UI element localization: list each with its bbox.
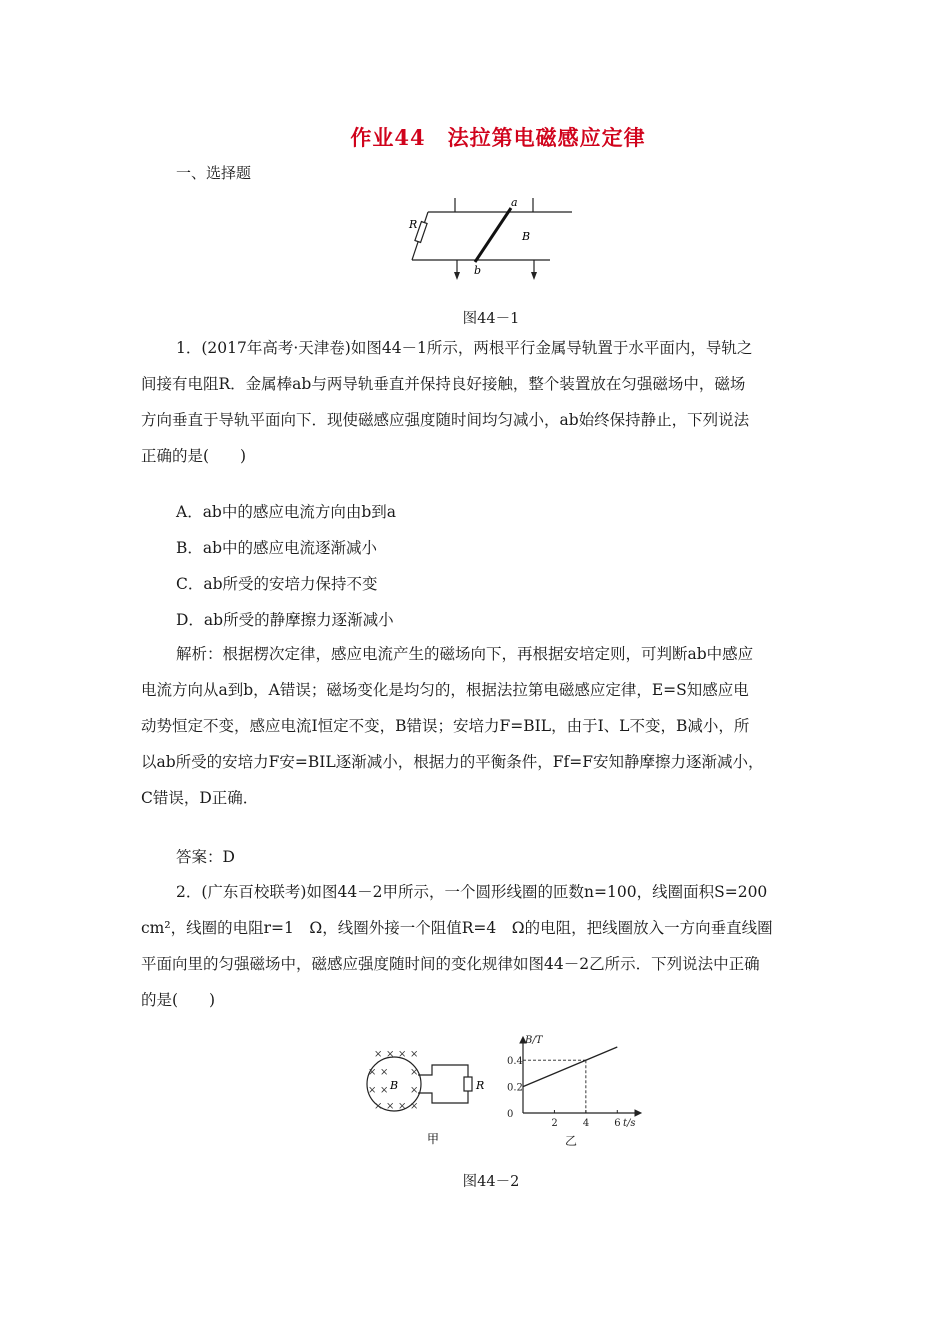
field-cross: × [398, 1049, 407, 1060]
question-line: 的是( ) [141, 991, 216, 1009]
answer: 答案：D [176, 848, 235, 866]
analysis-line: C错误，D正确． [141, 789, 259, 807]
b-field-arrow [454, 272, 460, 280]
option-c: C．ab所受的安培力保持不变 [176, 575, 378, 593]
field-cross: × [410, 1049, 419, 1060]
question-line: cm²，线圈的电阻r=1 Ω，线圈外接一个阻值R=4 Ω的电阻，把线圈放入一方向垂直线圈 [141, 919, 773, 937]
label-r: R [476, 1079, 485, 1092]
label-b-field: B [390, 1079, 399, 1092]
analysis-line: 以ab所受的安培力F安=BIL逐渐减小，根据力的平衡条件，Ff=F安知静摩擦力逐渐减小， [141, 753, 764, 771]
resistor-r [464, 1077, 472, 1091]
field-cross: × [374, 1049, 383, 1060]
section-heading: 一、选择题 [176, 164, 252, 182]
figure-44-1 [400, 190, 580, 280]
field-cross: × [368, 1067, 377, 1078]
question-line: 正确的是( ) [141, 447, 247, 465]
label-b-field: B [522, 230, 531, 243]
x-axis-arrow [635, 1110, 641, 1116]
option-b: B．ab中的感应电流逐渐减小 [176, 539, 378, 557]
label-jia: 甲 [427, 1132, 440, 1145]
label-r: R [409, 218, 418, 231]
analysis [141, 636, 821, 826]
label-a: a [511, 196, 518, 209]
option-d: D．ab所受的静摩擦力逐渐减小 [176, 611, 394, 629]
analysis-line: 动势恒定不变，感应电流I恒定不变，B错误；安培力F=BIL，由于I、L不变，B减小，所 [141, 717, 750, 735]
rod-ab [475, 208, 511, 262]
x-tick-label: 2 [551, 1118, 558, 1129]
question-line: 间接有电阻R．金属棒ab与两导轨垂直并保持良好接触，整个装置放在匀强磁场中，磁场 [141, 375, 746, 393]
series-line [523, 1047, 617, 1087]
field-cross: × [368, 1085, 377, 1096]
figure-44-2-chart [505, 1035, 650, 1150]
y-tick-label: 0 [507, 1109, 514, 1120]
question-line: 1．(2017年高考·天津卷)如图44－1所示，两根平行金属导轨置于水平面内，导轨之 [176, 339, 753, 357]
x-axis-label: t/s [623, 1118, 636, 1129]
b-field-arrow [531, 272, 537, 280]
page-title: 作业44 法拉第电磁感应定律 [350, 125, 646, 150]
field-cross: × [380, 1067, 389, 1078]
analysis-line: 电流方向从a到b，A错误；磁场变化是均匀的，根据法拉第电磁感应定律，E=S知感应电 [141, 681, 749, 699]
field-cross: × [410, 1067, 419, 1078]
field-cross: × [410, 1085, 419, 1096]
question-line: 平面向里的匀强磁场中，磁感应强度随时间的变化规律如图44－2乙所示．下列说法中正确 [141, 955, 760, 973]
y-tick-label: 0.2 [507, 1082, 523, 1094]
field-cross: × [374, 1101, 383, 1112]
field-cross: × [410, 1101, 419, 1112]
figure-caption: 图44－2 [462, 1174, 520, 1190]
field-cross: × [380, 1085, 389, 1096]
label-yi: 乙 [565, 1134, 578, 1148]
x-tick-label: 4 [582, 1118, 590, 1129]
field-cross: × [386, 1049, 395, 1060]
analysis-line: 解析：根据楞次定律，感应电流产生的磁场向下，再根据安培定则，可判断ab中感应 [176, 645, 754, 663]
y-tick-label: 0.4 [507, 1056, 523, 1068]
field-cross: × [398, 1101, 407, 1112]
figure-44-2-circuit [360, 1045, 500, 1145]
x-tick-label: 6 [614, 1118, 621, 1129]
question-2 [141, 874, 821, 1024]
question-1 [141, 330, 821, 480]
figure-caption: 图44－1 [462, 311, 520, 327]
label-b: b [474, 264, 482, 277]
field-cross: × [386, 1101, 395, 1112]
question-line: 2．(广东百校联考)如图44－2甲所示，一个圆形线圈的匝数n=100，线圈面积S=200 [176, 883, 768, 901]
question-line: 方向垂直于导轨平面向下．现使磁感应强度随时间均匀减小，ab始终保持静止，下列说法 [141, 411, 750, 429]
y-axis-label: B/T [525, 1035, 543, 1046]
option-a: A．ab中的感应电流方向由b到a [176, 503, 397, 521]
